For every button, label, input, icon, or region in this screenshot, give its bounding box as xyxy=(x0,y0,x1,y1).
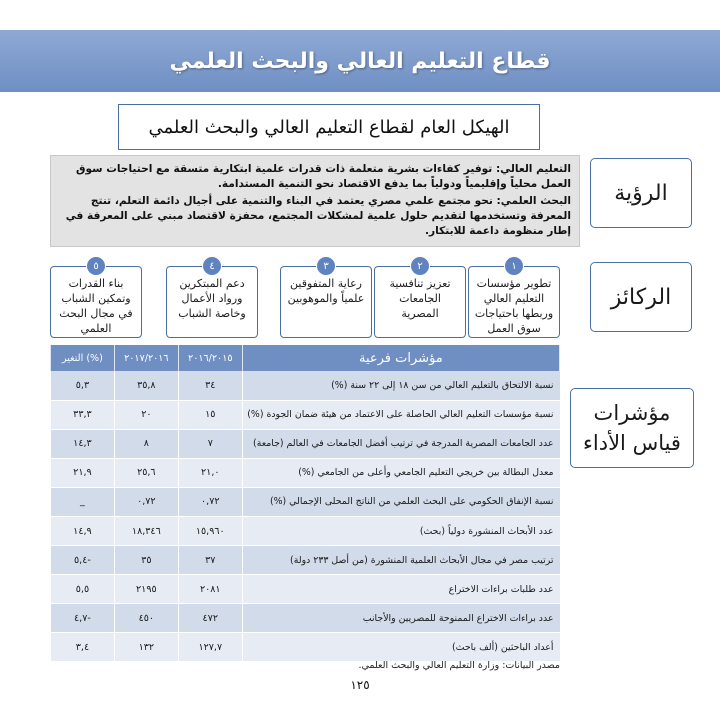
pillar-text: تعزيز تنافسية الجامعات المصرية xyxy=(389,277,451,320)
pillar-number: ٢ xyxy=(410,256,430,276)
pillar-text: بناء القدرات وتمكين الشباب في مجال البحث العلمي xyxy=(59,277,133,335)
cell-indicator: عدد براءات الاختراع الممنوحة للمصريين والأجانب xyxy=(242,604,559,633)
cell-indicator: أعداد الباحثين (ألف باحث) xyxy=(242,633,559,662)
table-row xyxy=(51,371,560,400)
cell-2016-2017: ٤٥٠ xyxy=(114,604,178,633)
cell-2015-2016: ١٥,٩٦٠ xyxy=(178,516,242,545)
cell-indicator: عدد الجامعات المصرية المدرجة في ترتيب أفضل الجامعات في العالم (جامعة) xyxy=(242,429,559,458)
cell-2015-2016: ٣٧ xyxy=(178,546,242,575)
kpi-table xyxy=(50,345,560,662)
cell-2016-2017: ٠,٧٢ xyxy=(114,487,178,516)
cell-indicator: ترتيب مصر في مجال الأبحاث العلمية المنشورة (من أصل ٢٣٣ دولة) xyxy=(242,546,559,575)
vision-label: الرؤية xyxy=(590,158,692,228)
vision-scientific-research: البحث العلمي: نحو مجتمع علمي مصري يعتمد في البناء والتنمية على أجيال دائمة التعلم، تنتج المعرفة وتستخدمها لتقديم حلول علمية لمشكلات المجتمع، محفزة لاقتصاد مبني على المعرفة في إطار منظومة داعمة للابتكار. xyxy=(65,195,571,237)
cell-change: ٥,٥ xyxy=(51,575,115,604)
cell-indicator: نسبة مؤسسات التعليم العالي الحاصلة على الاعتماد من هيئة ضمان الجودة (%) xyxy=(242,400,559,429)
table-row xyxy=(51,575,560,604)
cell-change: ١٤,٩ xyxy=(51,516,115,545)
cell-2016-2017: ٣٥,٨ xyxy=(114,371,178,400)
cell-2015-2016: ٢١,٠ xyxy=(178,458,242,487)
table-row xyxy=(51,546,560,575)
pillar-text: تطوير مؤسسات التعليم العالي وربطها باحتياجات سوق العمل xyxy=(474,277,554,335)
cell-2016-2017: ٢٠ xyxy=(114,400,178,429)
cell-2015-2016: ٤٧٢ xyxy=(178,604,242,633)
header-2015-2016: ٢٠١٦/٢٠١٥ xyxy=(178,345,242,371)
cell-indicator: معدل البطالة بين خريجي التعليم الجامعي وأعلى من الجامعي (%) xyxy=(242,458,559,487)
pillar-3 xyxy=(280,261,372,338)
pillar-number: ٥ xyxy=(86,256,106,276)
pillar-5 xyxy=(50,261,142,338)
page-title: قطاع التعليم العالي والبحث العلمي xyxy=(169,48,551,74)
cell-change: ٣,٤ xyxy=(51,633,115,662)
cell-2015-2016: ٢٠٨١ xyxy=(178,575,242,604)
pillar-number: ٣ xyxy=(316,256,336,276)
vision-statement xyxy=(50,155,580,247)
header-indicator: مؤشرات فرعية xyxy=(242,345,559,371)
table-row xyxy=(51,458,560,487)
page-number: ١٢٥ xyxy=(350,678,370,692)
vision-higher-education: التعليم العالي: توفير كفاءات بشرية متعلمة ذات قدرات علمية ابتكارية متسقة مع احتياجات سوق العمل محلياً وإقليمياً ودولياً بما يدفع الاقتصاد نحو التنمية المستدامة. xyxy=(75,163,571,190)
cell-2016-2017: ٢٥,٦ xyxy=(114,458,178,487)
cell-2016-2017: ١٨,٣٤٦ xyxy=(114,516,178,545)
data-source: مصدر البيانات: وزارة التعليم العالي والبحث العلمي. xyxy=(358,660,560,671)
cell-change: ٣٣,٣ xyxy=(51,400,115,429)
header-change: التغير (%) xyxy=(51,345,115,371)
cell-change: ١٤,٣ xyxy=(51,429,115,458)
cell-2016-2017: ٢١٩٥ xyxy=(114,575,178,604)
cell-2016-2017: ٨ xyxy=(114,429,178,458)
table-row xyxy=(51,633,560,662)
cell-change: ٥,٣ xyxy=(51,371,115,400)
table-row xyxy=(51,400,560,429)
cell-2015-2016: ٠,٧٢ xyxy=(178,487,242,516)
cell-2015-2016: ٧ xyxy=(178,429,242,458)
section-subtitle: الهيكل العام لقطاع التعليم العالي والبحث العلمي xyxy=(148,116,510,138)
cell-indicator: عدد الأبحاث المنشورة دولياً (بحث) xyxy=(242,516,559,545)
header-banner xyxy=(0,30,720,92)
subtitle-box xyxy=(118,104,540,150)
pillar-4 xyxy=(166,261,258,338)
pillar-text: دعم المبتكرين ورواد الأعمال وخاصة الشباب xyxy=(178,277,246,320)
table-row xyxy=(51,604,560,633)
pillar-text: رعاية المتفوقين علمياً والموهوبين xyxy=(287,277,365,305)
cell-2015-2016: ٣٤ xyxy=(178,371,242,400)
cell-indicator: نسبة الإنفاق الحكومي على البحث العلمي من الناتج المحلى الإجمالي (%) xyxy=(242,487,559,516)
pillars-label: الركائز xyxy=(590,262,692,332)
cell-indicator: نسبة الالتحاق بالتعليم العالي من سن ١٨ إلى ٢٢ سنة (%) xyxy=(242,371,559,400)
cell-change: -٤,٧ xyxy=(51,604,115,633)
cell-2015-2016: ١٥ xyxy=(178,400,242,429)
table-row xyxy=(51,516,560,545)
cell-change: -٥,٤ xyxy=(51,546,115,575)
kpi-header-row xyxy=(51,345,560,371)
cell-change: ٢١,٩ xyxy=(51,458,115,487)
table-row xyxy=(51,487,560,516)
cell-indicator: عدد طلبات براءات الاختراع xyxy=(242,575,559,604)
pillar-2 xyxy=(374,261,466,338)
cell-change: _ xyxy=(51,487,115,516)
cell-2016-2017: ٣٥ xyxy=(114,546,178,575)
pillar-number: ٤ xyxy=(202,256,222,276)
cell-2016-2017: ١٣٢ xyxy=(114,633,178,662)
kpi-label: مؤشرات قياس الأداء xyxy=(570,388,694,468)
cell-2015-2016: ١٢٧,٧ xyxy=(178,633,242,662)
pillar-number: ١ xyxy=(504,256,524,276)
header-2016-2017: ٢٠١٧/٢٠١٦ xyxy=(114,345,178,371)
table-row xyxy=(51,429,560,458)
pillar-1 xyxy=(468,261,560,338)
